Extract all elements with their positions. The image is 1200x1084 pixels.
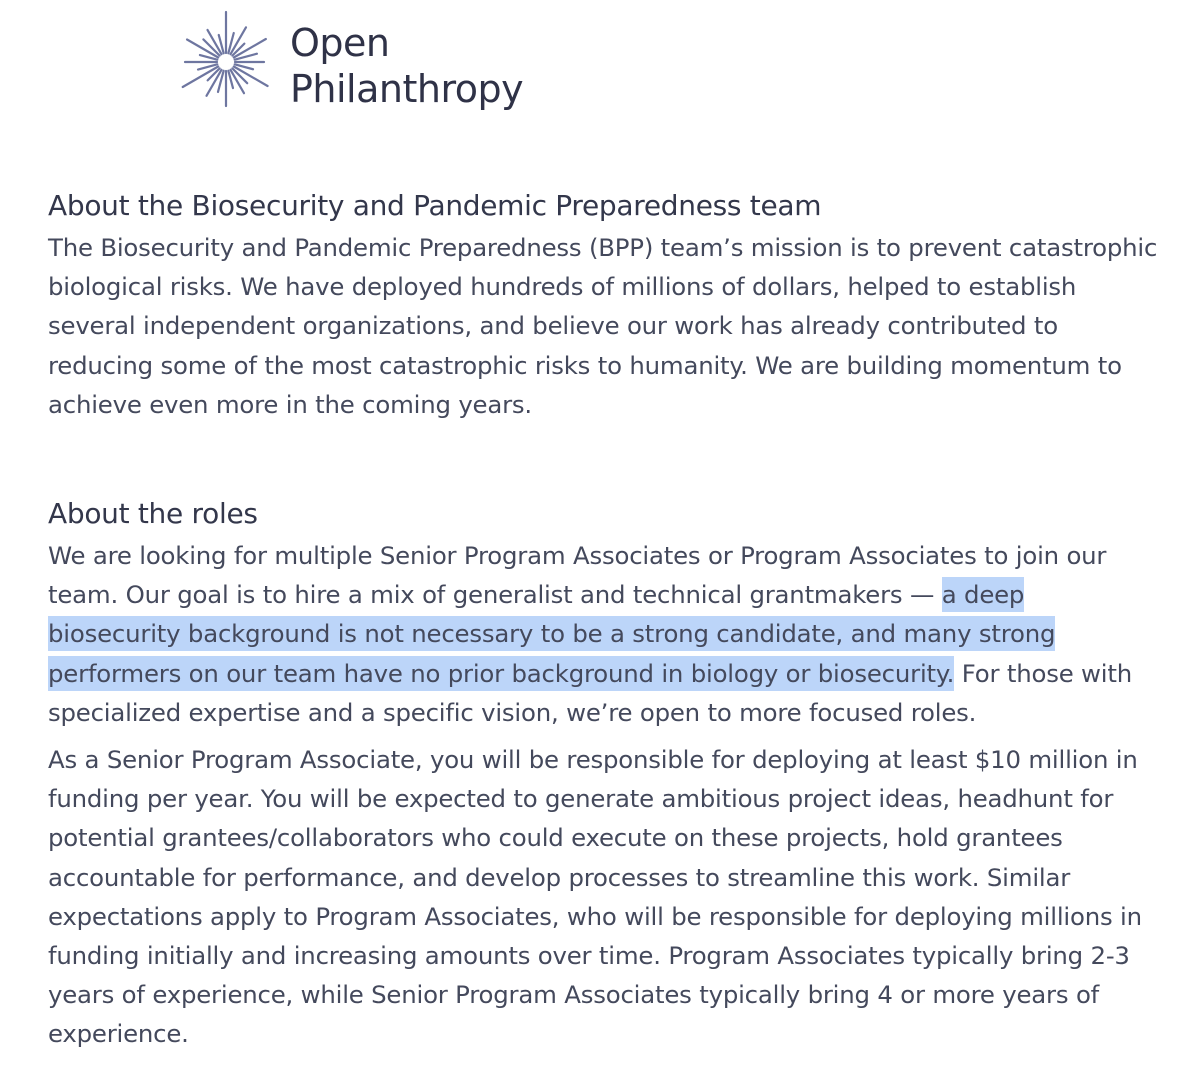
roles-section [48, 494, 1158, 1054]
roles-heading: About the roles [48, 497, 258, 531]
roles-paragraph-1 [48, 536, 1158, 732]
team-paragraph: The Biosecurity and Pandemic Preparedness (BPP) team’s mission is to prevent catastrophic biological risks. We have deployed hundreds of millions of dollars, helped to establish several independent organizations, and believe our work has already contributed to reducing some of the most catastrophic risks to humanity. We are building momentum to achieve even more in the coming years. [48, 233, 1158, 419]
team-heading: About the Biosecurity and Pandemic Preparedness team [48, 189, 822, 222]
roles-paragraph-2: As a Senior Program Associate, you will be responsible for deploying at least $10 million in funding per year. You will be expected to generate ambitious project ideas, headhunt for potential grantees/collaborators who could execute on these projects, hold grantees accountable for performance, and develop processes to streamline this work. Similar expectations apply to Program Associates, who will be responsible for deploying millions in funding initially and increasing amounts over time. Program Associates typically bring 2-3 years of experience, while Senior Program Associates typically bring 4 or more years of experience. [48, 745, 1142, 1049]
team-section [48, 186, 1158, 424]
starburst-icon [172, 10, 280, 114]
logo-line-philanthropy: Philanthropy [290, 67, 524, 111]
roles-p1-outro: For those with specialized expertise and a specific vision, we’re open to more focused roles. [48, 658, 1133, 727]
roles-p1-intro: We are looking for multiple Senior Program Associates or Program Associates to join our team. Our goal is to hire a mix of generalist and technical grantmakers — [48, 541, 1107, 610]
highlighted-selection[interactable]: a deep biosecurity background is not necessary to be a strong candidate, and many strong performers on our team have no prior background in biology or biosecurity. [48, 577, 1055, 690]
main-content [48, 186, 1158, 1054]
logo-wordmark [290, 20, 523, 112]
open-philanthropy-logo[interactable] [172, 10, 523, 114]
logo-line-open: Open [290, 21, 390, 65]
